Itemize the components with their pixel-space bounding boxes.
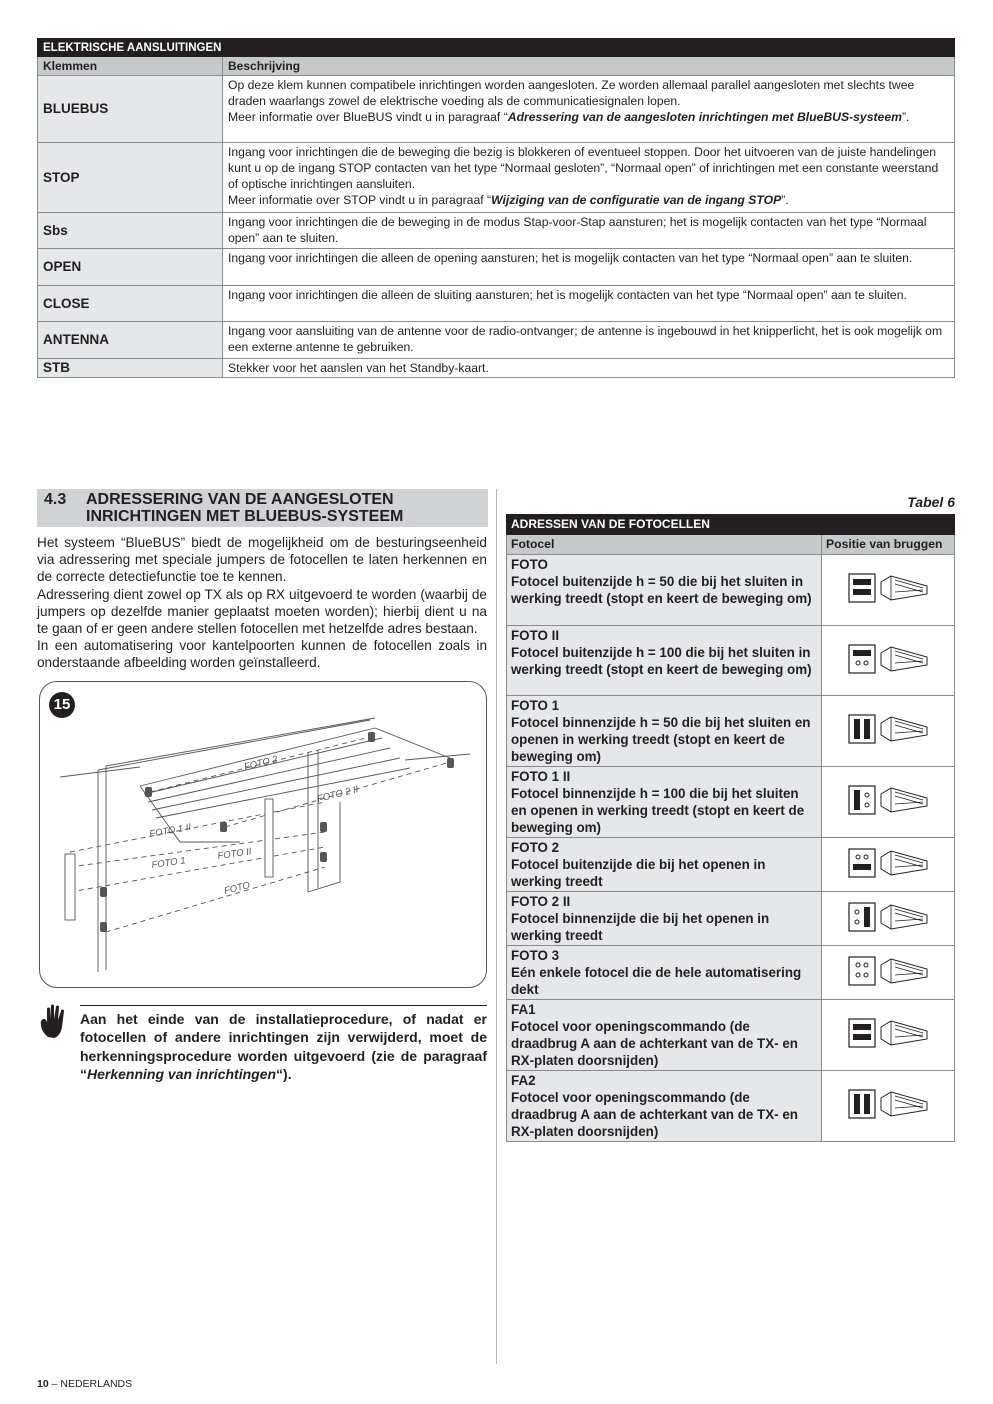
description-ref-link: Wijziging van de configuratie van de ingang STOP: [491, 193, 782, 207]
photocell-description: [507, 1000, 822, 1071]
jumper-position-icon: [843, 897, 933, 937]
column-header-beschrijving: Beschrijving: [223, 57, 955, 76]
paragraph: Het systeem “BlueBUS” biedt de mogelijkheid om de besturingseenheid via adressering met speciale jumpers de fotocellen te laten herkennen en de correcte detectiefunctie toe te kennen.: [37, 535, 487, 585]
section-heading: [37, 489, 488, 527]
label-foto2ii: FOTO 2 II: [316, 784, 360, 805]
table-row: [507, 1000, 955, 1071]
terminal-description: Ingang voor inrichtingen die alleen de sluiting aansturen; het is mogelijk contacten van het type “Normaal open” aan te sluiten.: [223, 286, 955, 322]
page-footer: [37, 1378, 132, 1390]
photocell-description: [507, 946, 822, 1000]
jumper-position-icon: [843, 709, 933, 749]
jumper-position: [822, 767, 955, 838]
table-row: [507, 892, 955, 946]
photocell-name: FOTO 2: [511, 840, 560, 855]
connections-table-title: ELEKTRISCHE AANSLUITINGEN: [38, 39, 955, 57]
photocell-name: FOTO: [511, 557, 548, 572]
photocell-function: Fotocel binnenzijde h = 50 die bij het sluiten en openen in werking treedt (stopt en keert de beweging om): [511, 715, 811, 764]
jumper-position-icon: [843, 639, 933, 679]
photocell-description: [507, 838, 822, 892]
table-row: [38, 322, 955, 359]
photocell-name: FA1: [511, 1002, 536, 1017]
note-divider: [80, 1005, 487, 1006]
photocell-function: Fotocel buitenzijde die bij het openen in werking treedt: [511, 857, 766, 889]
jumper-position-icon: [843, 1013, 933, 1053]
jumper-position-icon: [843, 568, 933, 608]
hand-stop-icon: [38, 1003, 72, 1039]
terminal-name: OPEN: [38, 249, 223, 286]
label-foto1ii: FOTO 1 II: [148, 821, 192, 840]
photocell-description: [507, 555, 822, 626]
note-text-pre: Aan het einde van de installatieprocedure, of nadat er fotocellen of andere inrichtingen zijn verwijderd, moet de herkenningsprocedure worden uitgevoerd (zie de paragraaf “: [80, 1011, 487, 1082]
photocell-description: [507, 892, 822, 946]
garage-door-illustration: [40, 682, 486, 987]
photocell-name: FOTO 3: [511, 948, 560, 963]
photocell-name: FOTO 1 II: [511, 769, 571, 784]
description-ref-link: Adressering van de aangesloten inrichtingen met BlueBUS-systeem: [507, 110, 902, 124]
description-ref-pre: Meer informatie over BlueBUS vindt u in paragraaf “: [228, 110, 508, 124]
description-ref-pre: Meer informatie over STOP vindt u in paragraaf “: [228, 193, 492, 207]
table-label: Tabel 6: [907, 494, 955, 510]
note-ref-link: Herkenning van inrichtingen: [87, 1065, 277, 1082]
figure-garage-photocells: [39, 681, 487, 988]
jumper-position: [822, 626, 955, 696]
terminal-name: STOP: [38, 143, 223, 213]
description-ref-post: ”.: [901, 110, 910, 124]
jumper-position-icon: [843, 951, 933, 991]
table-row: [507, 696, 955, 767]
column-divider: [496, 489, 497, 1364]
table-row: [38, 249, 955, 286]
column-header-positie: Positie van bruggen: [822, 535, 955, 555]
photocell-description: [507, 696, 822, 767]
jumper-position: [822, 696, 955, 767]
table-row: [507, 626, 955, 696]
photocell-function: Eén enkele fotocel die de hele automatisering dekt: [511, 965, 802, 997]
table-row: [38, 213, 955, 249]
photocell-function: Fotocel binnenzijde h = 100 die bij het sluiten en openen in werking treedt (stopt en keert de beweging om): [511, 786, 805, 835]
table-row: [38, 359, 955, 378]
connections-table: [37, 38, 955, 378]
photocell-function: Fotocel binnenzijde die bij het openen in werking treedt: [511, 911, 770, 943]
page-number: 10: [37, 1378, 49, 1390]
photocell-name: FOTO 1: [511, 698, 560, 713]
section-number: 4.3: [44, 491, 67, 508]
photocell-function: Fotocel buitenzijde h = 50 die bij het sluiten in werking treedt (stopt en keert de beweging om): [511, 574, 812, 606]
description-ref-post: ”.: [781, 193, 789, 207]
photocell-function: Fotocel voor openingscommando (de draadbrug A aan de achterkant van de TX- en RX-platen doorsnijden): [511, 1090, 798, 1139]
terminal-description: Ingang voor inrichtingen die de beweging in de modus Stap-voor-Stap aansturen; het is mogelijk contacten van het type “Normaal open” aan te sluiten.: [223, 213, 955, 249]
terminal-name: BLUEBUS: [38, 76, 223, 143]
terminal-name: Sbs: [38, 213, 223, 249]
figure-number-badge: 15: [49, 692, 75, 718]
note-text-post: “).: [276, 1065, 292, 1082]
column-header-klemmen: Klemmen: [38, 57, 223, 76]
table-row: [38, 143, 955, 213]
jumper-position: [822, 1071, 955, 1142]
table-row: [507, 767, 955, 838]
jumper-position-icon: [843, 1084, 933, 1124]
label-foto: FOTO: [223, 879, 252, 897]
terminal-name: ANTENNA: [38, 322, 223, 359]
terminal-description: Ingang voor inrichtingen die alleen de opening aansturen; het is mogelijk contacten van het type “Normaal open” aan te sluiten.: [223, 249, 955, 286]
photocell-function: Fotocel voor openingscommando (de draadbrug A aan de achterkant van de TX- en RX-platen doorsnijden): [511, 1019, 798, 1068]
photocell-name: FOTO 2 II: [511, 894, 571, 909]
label-foto2: FOTO 2: [243, 753, 279, 773]
table-row: [507, 838, 955, 892]
terminal-name: CLOSE: [38, 286, 223, 322]
section-title: ADRESSERING VAN DE AANGESLOTEN INRICHTINGEN MET BLUEBUS-SYSTEEM: [86, 491, 404, 525]
jumper-position-icon: [843, 843, 933, 883]
photocell-address-table: [506, 514, 955, 1142]
jumper-position-icon: [843, 780, 933, 820]
terminal-description: [223, 143, 955, 213]
jumper-position: [822, 946, 955, 1000]
description-text: Op deze klem kunnen compatibele inrichtingen worden aangesloten. Ze worden allemaal parallel aangesloten met slechts twee draden waarlangs zowel de elektrische voeding als de communicatiesignalen lopen.: [228, 78, 915, 108]
photocell-description: [507, 767, 822, 838]
footer-language: – NEDERLANDS: [48, 1378, 133, 1390]
photocell-description: [507, 1071, 822, 1142]
note-text: [80, 1010, 487, 1083]
section-body: [37, 534, 487, 672]
terminal-name: STB: [38, 359, 223, 378]
terminal-description: [223, 76, 955, 143]
jumper-position: [822, 838, 955, 892]
label-fotoii: FOTO II: [216, 846, 253, 862]
photocell-name: FA2: [511, 1073, 536, 1088]
table-row: [38, 76, 955, 143]
photocell-description: [507, 626, 822, 696]
photocell-name: FOTO II: [511, 628, 560, 643]
jumper-position: [822, 555, 955, 626]
terminal-description: Ingang voor aansluiting van de antenne voor de radio-ontvanger; de antenne is ingebouwd in het knipperlicht, het is ook mogelijk om een externe antenne te gebruiken.: [223, 322, 955, 359]
column-header-fotocel: Fotocel: [507, 535, 822, 555]
table-row: [507, 1071, 955, 1142]
photocell-table-title: ADRESSEN VAN DE FOTOCELLEN: [507, 515, 955, 535]
paragraph: In een automatisering voor kantelpoorten kunnen de fotocellen zoals in onderstaande afbeelding worden geïnstalleerd.: [37, 638, 487, 671]
table-row: [507, 946, 955, 1000]
terminal-description: Stekker voor het aanslen van het Standby-kaart.: [223, 359, 955, 378]
photocell-function: Fotocel buitenzijde h = 100 die bij het sluiten in werking treedt (stopt en keert de beweging om): [511, 645, 812, 677]
paragraph: Adressering dient zowel op TX als op RX uitgevoerd te worden (waarbij de jumpers op dezelfde manier geplaatst moeten worden); hierbij dient u na te gaan of er geen andere stellen fotocellen met hetzelfde adres bestaan.: [37, 586, 487, 637]
table-row: [38, 286, 955, 322]
description-text: Ingang voor inrichtingen die de beweging die bezig is blokkeren of eventueel stoppen. Door het uitvoeren van de juiste handelingen kunt u op de ingang STOP contacten van het type “Normaal gesloten”, “Normaal open” of inrichtingen met een constante weerstand of optische inrichtingen aansluiten.: [228, 145, 939, 191]
jumper-position: [822, 892, 955, 946]
label-foto1: FOTO 1: [150, 855, 187, 871]
table-row: [507, 555, 955, 626]
jumper-position: [822, 1000, 955, 1071]
